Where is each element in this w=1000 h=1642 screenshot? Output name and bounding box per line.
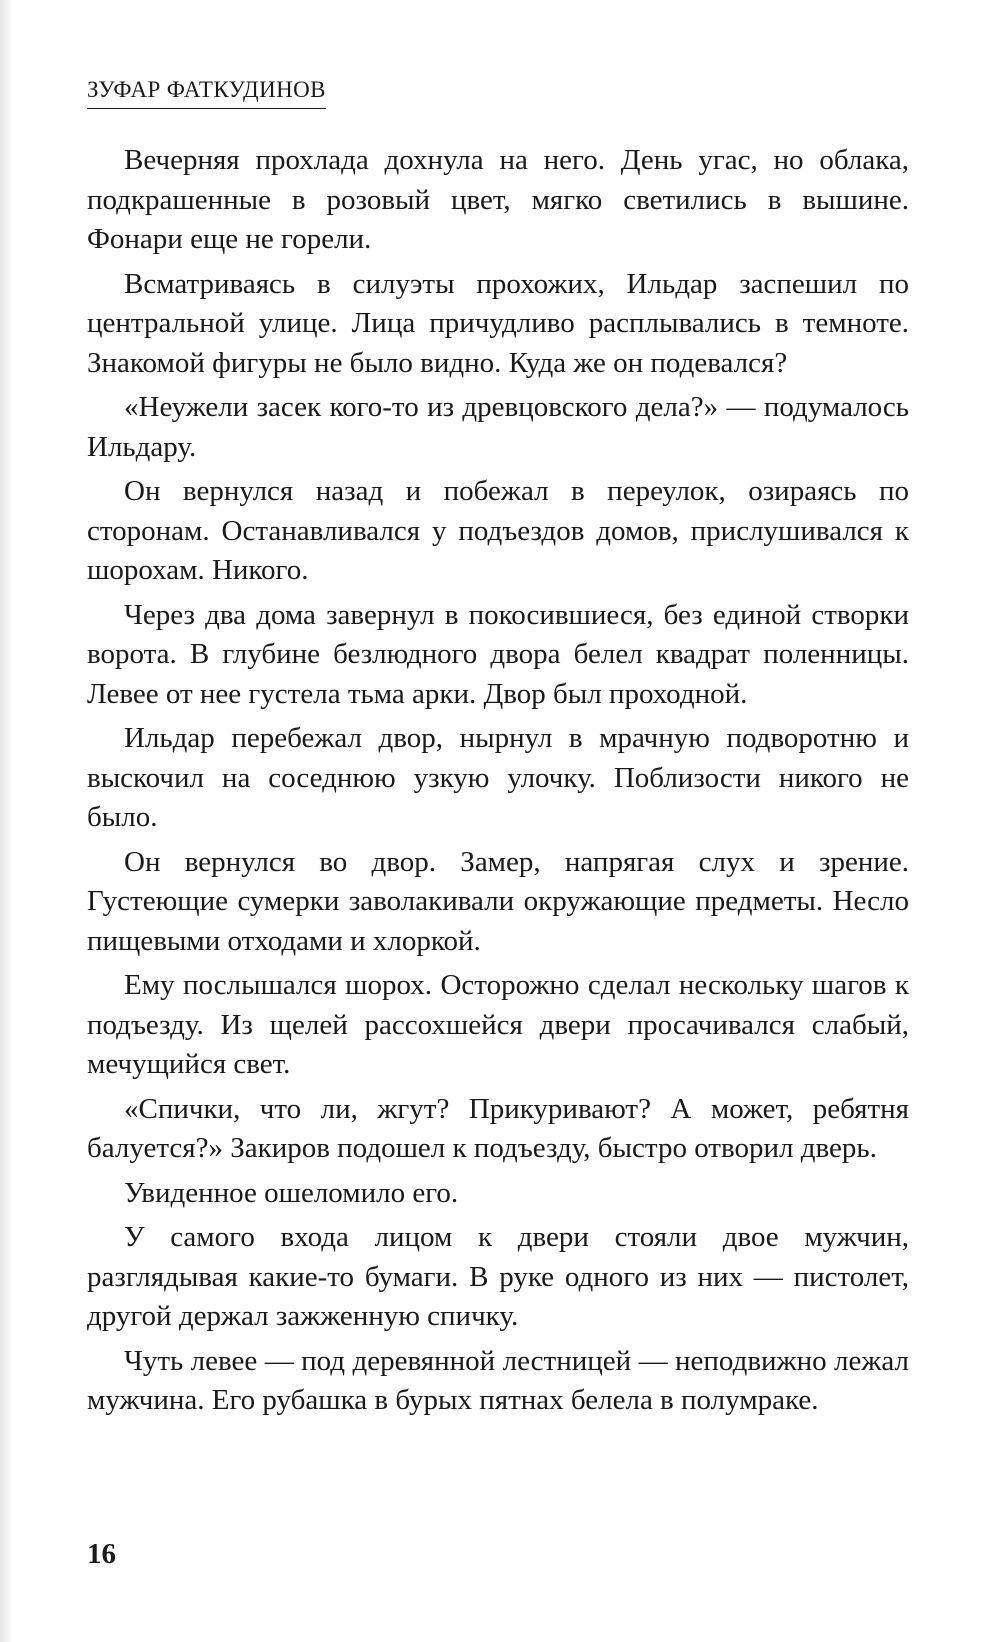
paragraph: Он вернулся назад и побежал в переулок, озираясь по сторонам. Останавливался у подъездов домов, прислушивался к шорохам. Никого. <box>87 475 909 586</box>
paragraph: У самого входа лицом к двери стояли двое мужчин, разглядывая какие-то бумаги. В руке одного из них — пистолет, другой держал зажженную спичку. <box>87 1221 909 1332</box>
paragraph: Увиденное ошеломило его. <box>124 1176 459 1209</box>
page-edge-shadow <box>0 0 14 1642</box>
paragraph: Ему послышался шорох. Осторожно сделал нескольку шагов к подъезду. Из щелей рассохшейся двери просачивался слабый, мечущийся свет. <box>87 969 909 1080</box>
page-number: 16 <box>87 1538 116 1570</box>
paragraph: Всматриваясь в силуэты прохожих, Ильдар заспешил по центральной улице. Лица причудливо расплывались в темноте. Знакомой фигуры не было видно. Куда же он подевался? <box>87 267 909 379</box>
paragraph: Вечерняя прохлада дохнула на него. День угас, но облака, подкрашенные в розовый цвет, мягко светились в вышине. Фонари еще не горели. <box>87 144 909 255</box>
paragraph: Чуть левее — под деревянной лестницей — неподвижно лежал мужчина. Его рубашка в бурых пятнах белела в полумраке. <box>87 1344 909 1416</box>
paragraph: Он вернулся во двор. Замер, напрягая слух и зрение. Густеющие сумерки заволакивали окружающие предметы. Несло пищевыми отходами и хлоркой. <box>87 845 909 957</box>
running-head-author: ЗУФАР ФАТКУДИНОВ <box>87 74 326 109</box>
paragraph: «Спички, что ли, жгут? Прикуривают? А может, ребятня балуется?» Закиров подошел к подъезду, быстро отворил дверь. <box>87 1092 909 1164</box>
paragraph: «Неужели засек кого-то из древцовского дела?» — подумалось Ильдару. <box>87 391 909 463</box>
body-text <box>87 141 909 1426</box>
paragraph: Через два дома завернул в покосившиеся, без единой створки ворота. В глубине безлюдного двора белел квадрат поленницы. Левее от нее густела тьма арки. Двор был проходной. <box>87 598 909 710</box>
paragraph: Ильдар перебежал двор, нырнул в мрачную подворотню и выскочил на соседнюю узкую улочку. Поблизости никого не было. <box>87 722 909 833</box>
